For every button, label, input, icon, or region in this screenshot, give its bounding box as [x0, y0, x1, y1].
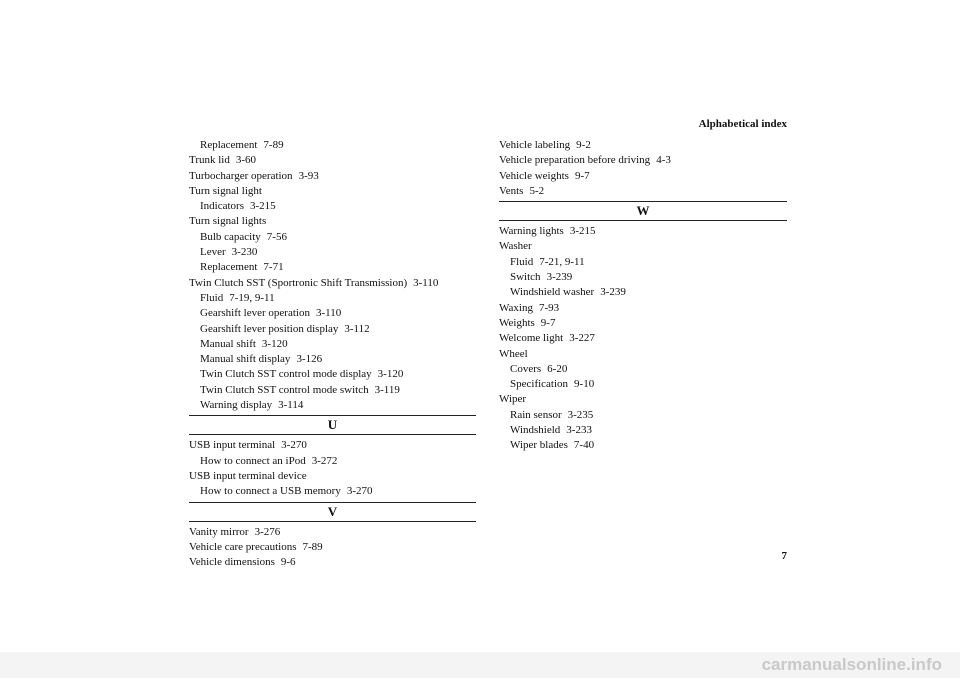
- entry-term: Fluid: [510, 255, 534, 268]
- index-entry: [189, 153, 476, 168]
- entry-term: Wheel: [499, 347, 528, 360]
- entry-term: USB input terminal device: [189, 469, 307, 482]
- section-heading: U: [189, 415, 476, 435]
- entry-page-ref: 7-93: [538, 301, 560, 314]
- entry-page-ref: 3-126: [296, 353, 323, 366]
- index-entry: [499, 423, 787, 438]
- section-heading: V: [189, 502, 476, 522]
- index-entry: [189, 352, 476, 367]
- index-entry: [189, 184, 476, 199]
- entry-term: Covers: [510, 362, 542, 375]
- entry-term: Turn signal lights: [189, 215, 267, 228]
- entry-term: Specification: [510, 378, 569, 391]
- index-entry: [189, 383, 476, 398]
- index-entry: [499, 184, 787, 199]
- index-entry: [499, 224, 787, 239]
- entry-page-ref: 6-20: [547, 362, 568, 375]
- index-entry: [189, 469, 476, 484]
- index-entry: [189, 245, 476, 260]
- entry-page-ref: 3-110: [315, 307, 342, 320]
- entry-term: Gearshift lever operation: [200, 307, 310, 320]
- entry-term: Windshield: [510, 424, 561, 437]
- index-entry: [189, 306, 476, 321]
- index-entry: [189, 138, 476, 153]
- entry-term: Welcome light: [499, 332, 564, 345]
- entry-term: Replacement: [200, 139, 258, 151]
- index-entry: [499, 362, 787, 377]
- index-entry: [499, 408, 787, 423]
- index-entry: [499, 239, 787, 254]
- page-number: 7: [781, 550, 787, 562]
- entry-page-ref: 3-114: [278, 399, 304, 412]
- entry-term: Waxing: [499, 301, 533, 314]
- entry-term: Wiper blades: [510, 439, 568, 452]
- entry-term: Rain sensor: [510, 408, 562, 421]
- index-entry: [499, 138, 787, 153]
- entry-page-ref: 3-270: [346, 485, 373, 498]
- running-header: Alphabetical index: [698, 118, 787, 130]
- index-entry: [499, 255, 787, 270]
- index-entry: [499, 331, 787, 346]
- entry-page-ref: 3-112: [344, 322, 370, 335]
- entry-page-ref: 3-120: [377, 368, 404, 381]
- index-column-left: [189, 138, 476, 570]
- entry-page-ref: 3-230: [231, 246, 258, 259]
- watermark-bar[interactable]: [0, 652, 960, 678]
- entry-page-ref: 3-215: [249, 200, 276, 213]
- index-entry: [189, 454, 476, 469]
- entry-page-ref: 7-19, 9-11: [229, 291, 275, 304]
- index-entry: [189, 276, 476, 291]
- entry-page-ref: 9-6: [280, 556, 296, 569]
- index-entry: [499, 392, 787, 407]
- entry-page-ref: 3-60: [235, 154, 257, 167]
- index-entry: [189, 214, 476, 229]
- entry-page-ref: 3-110: [413, 276, 439, 289]
- entry-term: Manual shift: [200, 337, 256, 350]
- index-entry: [189, 199, 476, 214]
- index-entry: [189, 322, 476, 337]
- entry-term: How to connect an iPod: [200, 454, 306, 467]
- entry-page-ref: 7-40: [573, 439, 595, 452]
- entry-page-ref: 7-89: [302, 540, 323, 553]
- entry-page-ref: 7-56: [266, 230, 287, 243]
- entry-term: Bulb capacity: [200, 230, 261, 243]
- index-entry: [499, 285, 787, 300]
- entry-term: Replacement: [200, 261, 258, 274]
- entry-term: Warning display: [200, 399, 273, 412]
- entry-term: Manual shift display: [200, 353, 291, 366]
- entry-term: Vehicle weights: [499, 169, 569, 182]
- entry-term: Wiper: [499, 393, 527, 406]
- entry-page-ref: 3-119: [374, 383, 400, 396]
- entry-term: Windshield washer: [510, 286, 595, 299]
- entry-term: Vehicle dimensions: [189, 556, 275, 569]
- entry-page-ref: 7-21, 9-11: [539, 255, 585, 268]
- entry-term: Switch: [510, 271, 541, 284]
- entry-term: Vehicle labeling: [499, 139, 571, 151]
- entry-term: Twin Clutch SST control mode display: [200, 368, 372, 381]
- entry-term: Twin Clutch SST (Sportronic Shift Transmission): [189, 276, 408, 289]
- section-heading: W: [499, 201, 787, 221]
- entry-page-ref: 9-7: [540, 316, 556, 329]
- entry-page-ref: 3-233: [566, 424, 592, 437]
- entry-page-ref: 7-71: [263, 261, 284, 274]
- entry-page-ref: 3-120: [261, 337, 288, 350]
- entry-page-ref: 3-270: [281, 439, 307, 452]
- entry-page-ref: 3-235: [567, 408, 594, 421]
- index-entry: [499, 438, 787, 453]
- index-entry: [189, 291, 476, 306]
- entry-term: Trunk lid: [189, 154, 230, 167]
- index-entry: [189, 555, 476, 570]
- entry-term: Lever: [200, 246, 226, 259]
- watermark-text: carmanualsonline.info: [761, 655, 942, 674]
- entry-page-ref: 4-3: [656, 154, 671, 167]
- entry-page-ref: 3-227: [569, 332, 595, 345]
- entry-term: Turn signal light: [189, 184, 262, 197]
- entry-page-ref: 3-272: [311, 454, 338, 467]
- entry-term: Warning lights: [499, 225, 564, 238]
- entry-term: Vanity mirror: [189, 525, 249, 538]
- index-entry: [499, 153, 787, 168]
- index-entry: [499, 270, 787, 285]
- index-entry: [189, 438, 476, 453]
- entry-page-ref: 7-89: [263, 139, 284, 151]
- entry-page-ref: 3-93: [298, 169, 319, 182]
- index-entry: [189, 230, 476, 245]
- entry-term: Vehicle preparation before driving: [499, 154, 651, 167]
- entry-term: How to connect a USB memory: [200, 485, 341, 498]
- index-entry: [499, 316, 787, 331]
- entry-page-ref: 5-2: [529, 184, 545, 197]
- entry-page-ref: 3-276: [254, 525, 281, 538]
- index-entry: [499, 169, 787, 184]
- index-entry: [189, 260, 476, 275]
- index-entry: [499, 301, 787, 316]
- entry-page-ref: 3-215: [569, 225, 596, 238]
- entry-page-ref: 3-239: [546, 271, 573, 284]
- index-entry: [189, 367, 476, 382]
- entry-term: Vents: [499, 184, 524, 197]
- entry-term: Indicators: [200, 200, 244, 213]
- index-entry: [189, 169, 476, 184]
- index-column-right: [499, 138, 787, 454]
- entry-page-ref: 9-2: [576, 139, 591, 151]
- entry-term: Twin Clutch SST control mode switch: [200, 383, 369, 396]
- index-entry: [189, 540, 476, 555]
- entry-page-ref: 3-239: [600, 286, 626, 299]
- entry-term: Gearshift lever position display: [200, 322, 339, 335]
- entry-term: Weights: [499, 316, 535, 329]
- index-entry: [189, 525, 476, 540]
- entry-term: Turbocharger operation: [189, 169, 293, 182]
- entry-page-ref: 9-7: [574, 169, 590, 182]
- index-entry: [499, 377, 787, 392]
- entry-page-ref: 9-10: [574, 378, 595, 391]
- index-entry: [189, 337, 476, 352]
- entry-term: Vehicle care precautions: [189, 540, 297, 553]
- index-entry: [189, 484, 476, 499]
- index-entry: [499, 347, 787, 362]
- index-entry: [189, 398, 476, 413]
- entry-term: USB input terminal: [189, 439, 276, 452]
- entry-term: Fluid: [200, 291, 224, 304]
- entry-term: Washer: [499, 240, 532, 253]
